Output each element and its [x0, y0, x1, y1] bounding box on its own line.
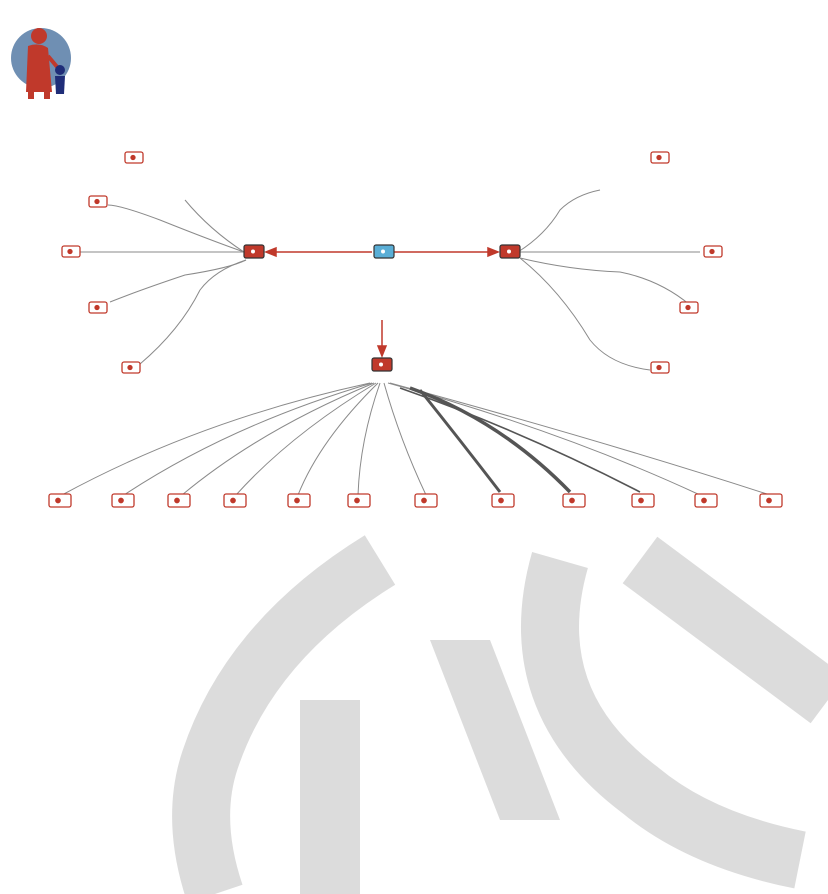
node-icon-negative-role-model [288, 494, 310, 507]
node-icon-distractibility [415, 494, 437, 507]
node-icon-language-skill [500, 245, 520, 258]
node-icon-center [374, 245, 394, 258]
node-icon-techno-neglect [695, 494, 717, 507]
node-icon-academic-decreases [125, 152, 143, 163]
node-icon-academic-increases [89, 302, 107, 313]
node-icon-child-abuse [563, 494, 585, 507]
node-icon-adversely-affects [651, 152, 669, 163]
journal-logo-icon [6, 22, 76, 100]
node-icon-positive-effects [760, 494, 782, 507]
node-icon-academic-success [244, 245, 264, 258]
node-icon-personality [372, 358, 392, 371]
diagram-thick-edges [400, 388, 640, 492]
node-icon-social-media [49, 494, 71, 507]
diagram-arrows [266, 248, 498, 356]
node-icon-personality-no-effect [348, 494, 370, 507]
node-icon-academic-no-idea [89, 196, 107, 207]
node-icon-language-no-effect [651, 362, 669, 373]
node-icon-distortion [122, 362, 140, 373]
node-icon-low-confidence [224, 494, 246, 507]
node-icon-language-no-idea [680, 302, 698, 313]
diagram-edges [62, 190, 770, 495]
node-icons-hollow [49, 152, 782, 507]
node-icon-violation-privacy [492, 494, 514, 507]
effects-diagram [0, 140, 828, 580]
node-icon-bullying [112, 494, 134, 507]
node-icon-supports-language [704, 246, 722, 257]
node-icon-behavior-disorder [168, 494, 190, 507]
node-icon-division-lessons [62, 246, 80, 257]
node-icon-indiscipline [632, 494, 654, 507]
